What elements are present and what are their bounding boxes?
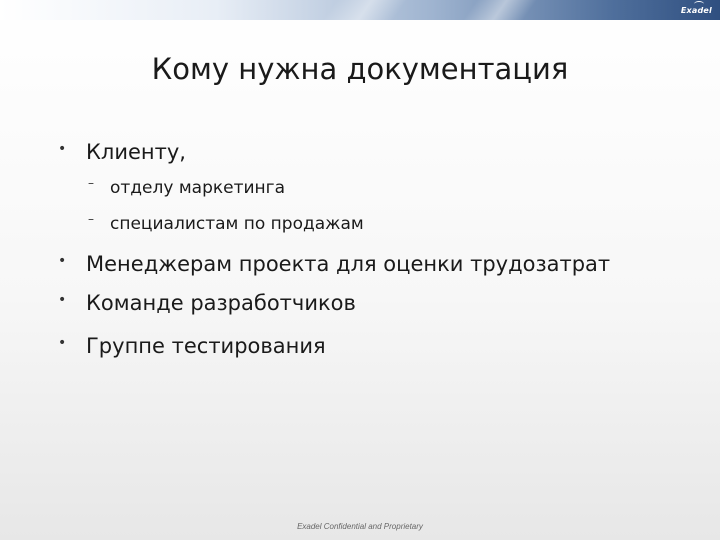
bullet-text: Клиенту, (86, 140, 186, 164)
bullet-item (58, 252, 610, 276)
bullet-item (58, 140, 186, 164)
dash-icon: – (88, 176, 94, 190)
bullet-icon: • (58, 141, 67, 157)
bullet-icon: • (58, 335, 67, 351)
slide-title: Кому нужна документация (151, 52, 569, 86)
exadel-logo: Exadel (680, 6, 712, 15)
bullet-text: Команде разработчиков (86, 291, 356, 315)
bullet-icon: • (58, 253, 67, 269)
bullet-text: Менеджерам проекта для оценки трудозатрат (86, 252, 611, 276)
bullet-icon: • (58, 292, 67, 308)
sub-bullet-item (88, 214, 364, 234)
dash-icon: – (88, 212, 94, 226)
bullet-text: Группе тестирования (86, 334, 326, 358)
sub-bullet-text: специалистам по продажам (110, 214, 364, 234)
bullet-item (58, 334, 326, 358)
sub-bullet-item (88, 178, 285, 198)
footer-confidential: Exadel Confidential and Proprietary (297, 522, 423, 531)
sub-bullet-text: отделу маркетинга (110, 178, 286, 198)
bullet-item (58, 291, 356, 315)
